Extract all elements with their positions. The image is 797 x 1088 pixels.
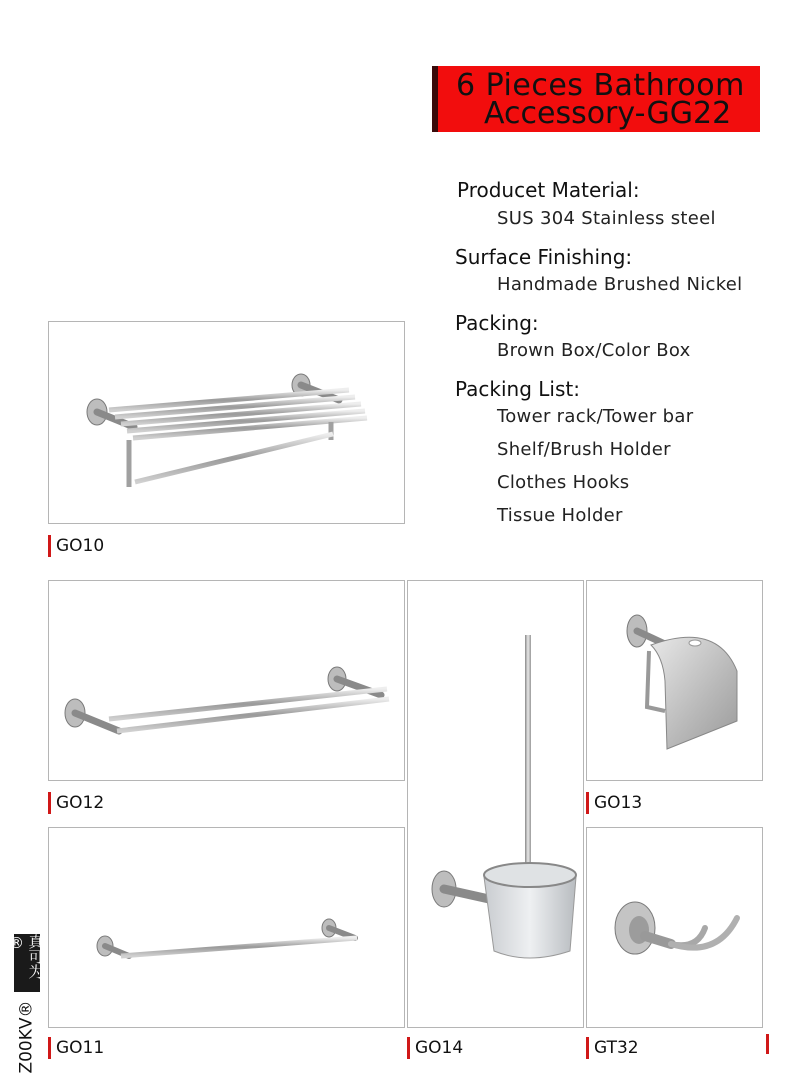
double-towel-bar-drawing: [49, 581, 406, 782]
brand-latin-text: Z00KV®: [17, 1000, 37, 1074]
spec-heading-finishing: Surface Finishing:: [455, 245, 633, 269]
product-code: GT32: [594, 1038, 639, 1058]
caption-marker: [407, 1037, 410, 1059]
caption-go12: [48, 792, 104, 814]
caption-go13: [586, 792, 642, 814]
product-image-toilet-brush-holder: [407, 580, 584, 1028]
product-image-single-towel-bar: [48, 827, 405, 1028]
product-image-towel-rack: [48, 321, 405, 524]
robe-hook-drawing: [587, 828, 764, 1029]
tissue-holder-drawing: [587, 581, 764, 782]
spec-heading-packing-list: Packing List:: [455, 377, 580, 401]
caption-marker: [586, 792, 589, 814]
spec-heading-material: Producet Material:: [457, 178, 640, 202]
product-code: GO13: [594, 793, 643, 813]
towel-rack-drawing: [49, 322, 406, 525]
caption-gt32: [586, 1037, 639, 1059]
product-code: GO10: [56, 536, 105, 556]
product-image-double-towel-bar: [48, 580, 405, 781]
product-image-robe-hook: [586, 827, 763, 1028]
toilet-brush-holder-drawing: [408, 581, 585, 1029]
spec-value-finishing: Handmade Brushed Nickel: [497, 274, 743, 295]
title-banner: [432, 66, 760, 132]
brand-latin-wordmark: [14, 994, 40, 1080]
product-code: GO14: [415, 1038, 464, 1058]
caption-go10: [48, 535, 104, 557]
spec-heading-packing: Packing:: [455, 311, 539, 335]
title-accent-bar: [432, 66, 438, 132]
caption-go14: [407, 1037, 463, 1059]
edge-accent-mark: [766, 1034, 769, 1054]
caption-marker: [48, 792, 51, 814]
caption-marker: [48, 1037, 51, 1059]
brand-logo: [7, 934, 45, 1080]
caption-marker: [48, 535, 51, 557]
title-line-1: 6 Pieces Bathroom: [456, 68, 745, 103]
caption-marker: [586, 1037, 589, 1059]
product-image-tissue-holder: [586, 580, 763, 781]
product-code: GO12: [56, 793, 105, 813]
packing-list-item: Clothes Hooks: [497, 472, 630, 493]
brand-chinese-wordmark: 真可为®: [14, 934, 40, 992]
caption-go11: [48, 1037, 104, 1059]
single-towel-bar-drawing: [49, 828, 406, 1029]
spec-value-material: SUS 304 Stainless steel: [497, 208, 716, 229]
packing-list-item: Tower rack/Tower bar: [497, 406, 694, 427]
product-code: GO11: [56, 1038, 105, 1058]
title-line-2: Accessory-GG22: [484, 96, 732, 131]
packing-list-item: Tissue Holder: [497, 505, 623, 526]
packing-list-item: Shelf/Brush Holder: [497, 439, 671, 460]
spec-value-packing: Brown Box/Color Box: [497, 340, 691, 361]
